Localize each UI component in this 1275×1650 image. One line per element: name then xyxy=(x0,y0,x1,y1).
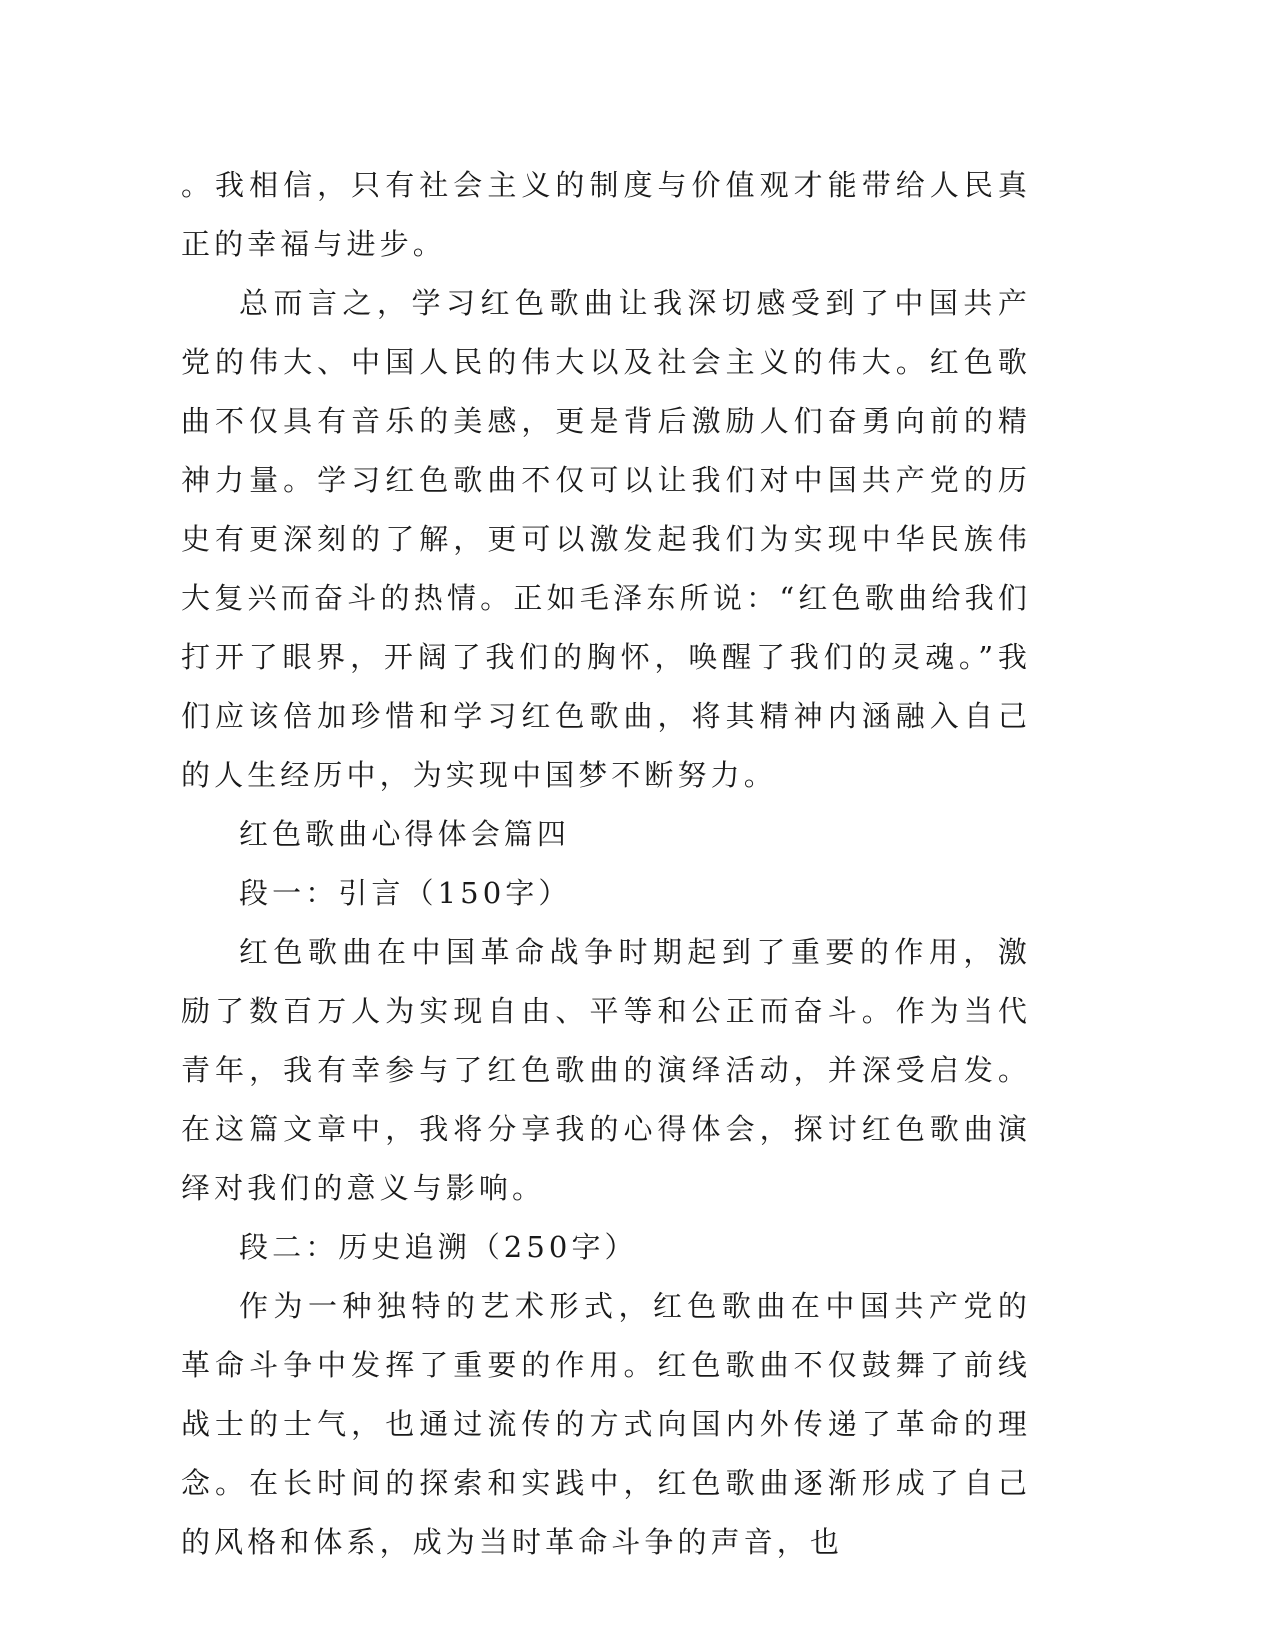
subheading-2: 段二：历史追溯（250字） xyxy=(239,1230,638,1264)
paragraph-1: 。我相信，只有社会主义的制度与价值观才能带给人民真正的幸福与进步。 xyxy=(181,168,1031,261)
paragraph-2: 总而言之，学习红色歌曲让我深切感受到了中国共产党的伟大、中国人民的伟大以及社会主义的伟大。红色歌曲不仅具有音乐的美感，更是背后激励人们奋勇向前的精神力量。学习红色歌曲不仅可以让我们对中国共产党的历史有更深刻的了解，更可以激发起我们为实现中华民族伟大复兴而奋斗的热情。正如毛泽东所说：“红色歌曲给我们打开了眼界，开阔了我们的胸怀，唤醒了我们的灵魂。”我们应该倍加珍惜和学习红色歌曲，将其精神内涵融入自己的人生经历中，为实现中国梦不断努力。 xyxy=(181,286,1031,792)
paragraph-3: 红色歌曲在中国革命战争时期起到了重要的作用，激励了数百万人为实现自由、平等和公正而奋斗。作为当代青年，我有幸参与了红色歌曲的演绎活动，并深受启发。在这篇文章中，我将分享我的心得体会，探讨红色歌曲演绎对我们的意义与影响。 xyxy=(181,935,1031,1205)
subheading-1: 段一：引言（150字） xyxy=(239,876,572,910)
paragraph-4: 作为一种独特的艺术形式，红色歌曲在中国共产党的革命斗争中发挥了重要的作用。红色歌曲不仅鼓舞了前线战士的士气，也通过流传的方式向国内外传递了革命的理念。在长时间的探索和实践中，红色歌曲逐渐形成了自己的风格和体系，成为当时革命斗争的声音，也 xyxy=(181,1289,1031,1559)
section-title: 红色歌曲心得体会篇四 xyxy=(239,817,571,851)
body-text xyxy=(181,156,1031,1572)
